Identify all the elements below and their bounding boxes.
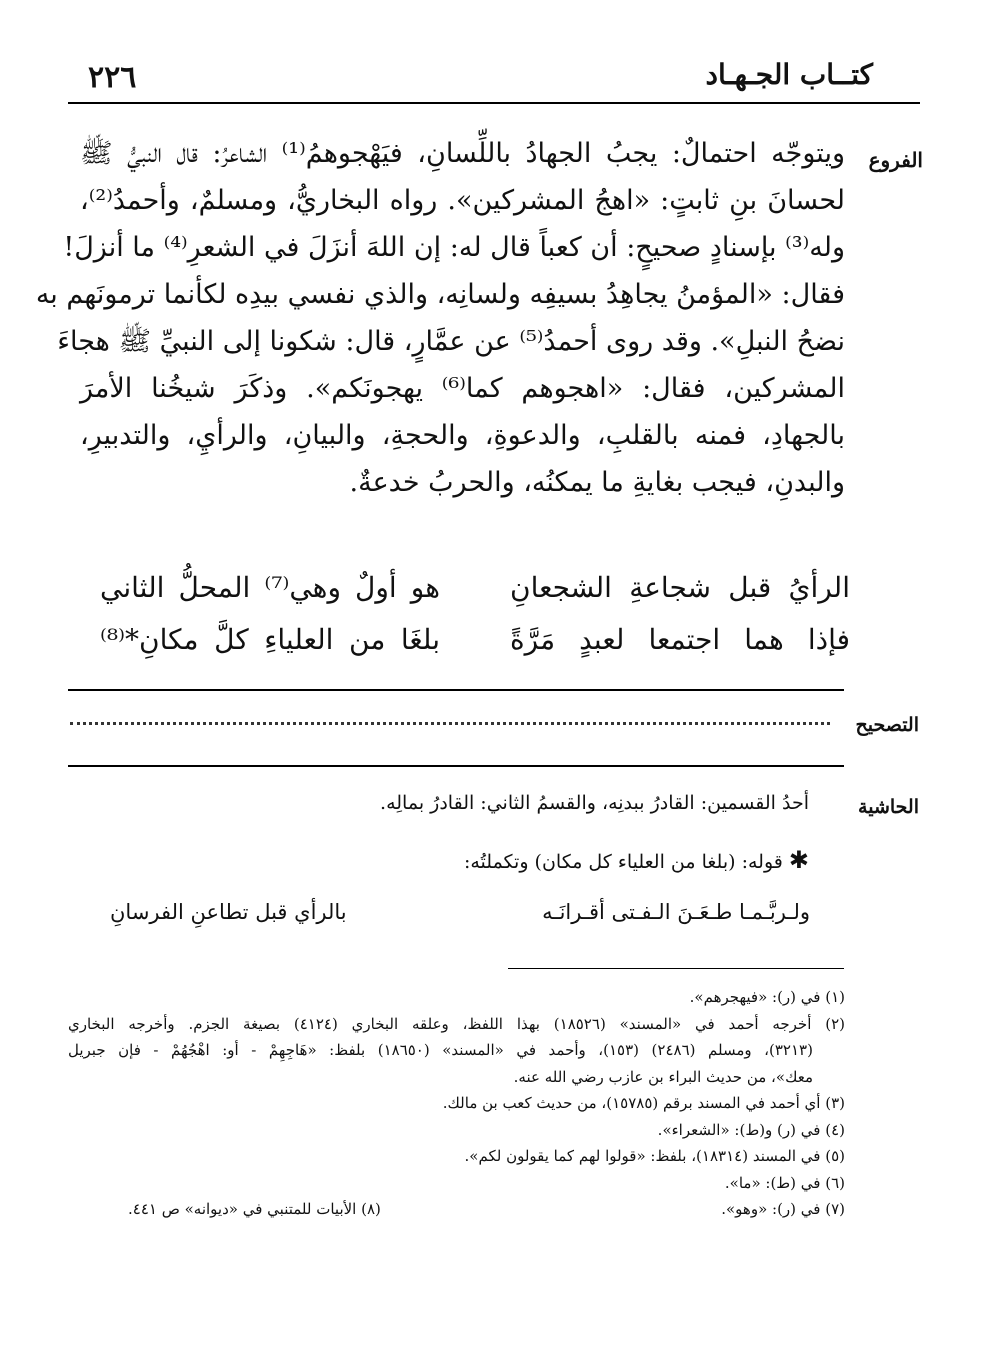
main-text-line: فقال: «المؤمنُ يجاهِدُ بسيفِه ولسانِه، والذي نفسي بيدِه لكأنما ترمونَهم به [35, 279, 845, 310]
section-label-correction: التصحيح [855, 714, 919, 736]
main-text-line: لحسانَ بنِ ثابتٍ: «اهجُ المشركين». رواه البخاريُّ، ومسلمٌ، وأحمدُ⁽²⁾، [80, 185, 845, 216]
footnote: (٢) أخرجه أحمد في «المسند» (١٨٥٢٦) بهذا اللفظ، وعلقه البخاري (٤١٢٤) بصيغة الجزم. وأخرجه البخاري [68, 1014, 845, 1033]
main-text-line: وله⁽³⁾ بإسنادٍ صحيحٍ: أن كعباً قال له: إن اللهَ أنزَلَ في الشعرِ⁽⁴⁾ ما أنزلَ! [63, 232, 845, 263]
footnote: (٦) في (ط): «ما». [724, 1173, 845, 1192]
header-rule [68, 102, 920, 104]
footnote: (٣) أي أحمد في المسند برقم (١٥٧٨٥)، من حديث كعب بن مالك. [442, 1094, 845, 1112]
footnote: (١) في (ر): «فيهجرهم». [689, 988, 845, 1006]
poem-hemistich-first: فإذا هما اجتمعا لعبدٍ مَرَّةً [510, 623, 850, 656]
main-text-line: والبدنِ، فيجب بغايةِ ما يمكنُه، والحربُ خدعةٌ. [349, 467, 845, 498]
hashiya-verse [110, 900, 810, 924]
poem-hemistich-second: هو أولٌ وهي⁽⁷⁾ المحلُّ الثاني [100, 571, 440, 604]
hashiya-hemistich-first: ولـربَّـمـا طـعَـنَ الـفـتى أقـرانَـه [542, 900, 810, 924]
footnote-row [68, 1196, 845, 1223]
footnote-continuation: (٣٢١٣)، ومسلم (٢٤٨٦) (١٥٣)، وأحمد في «المسند» (١٨٦٥٠) بلفظ: «هَاجِهِمْ - أو: اهْجُهُمْ - فإن جبريل [68, 1041, 813, 1059]
hashiya-quote [464, 846, 809, 874]
poem-hemistich-second: بلغَا من العلياءِ كلَّ مكانِ*⁽⁸⁾ [100, 623, 440, 656]
main-text-line: المشركين، فقال: «اهجوهم كما⁽⁶⁾ يهجونَكم». وذكَرَ شيخُنا الأمرَ [80, 373, 845, 404]
running-title: كتــاب الجـهـاد [705, 58, 873, 91]
main-text-line: ويتوجّه احتمالٌ: يجبُ الجهادُ باللِّسانِ، فيَهْجوهمُ⁽¹⁾ الشاعرُ: قال النبيُّ ﷺ [80, 138, 846, 169]
main-text-line: نضحُ النبلِ». وقد روى أحمدُ⁽⁵⁾ عن عمَّارٍ، قال: شكونا إلى النبيِّ ﷺ هجاءَ [57, 326, 845, 357]
hashiya-hemistich-second: بالرأي قبل تطاعنِ الفرسانِ [110, 900, 347, 924]
footnote: (٧) في (ر): «وهو». [721, 1200, 845, 1218]
poem-hemistich-first: الرأيُ قبل شجاعةِ الشجعانِ [510, 571, 850, 604]
footnote: (٥) في المسند (١٨٣١٤)، بلفظ: «قولوا لهم كما يقولون لكم». [464, 1147, 845, 1165]
divider-rule [68, 689, 844, 691]
main-text-line: بالجهادِ، فمنه بالقلبِ، والدعوةِ، والحجةِ، والبيانِ، والرأيِ، والتدبيرِ، [80, 420, 845, 451]
hashiya-text: أحدُ القسمين: القادرُ ببدنِه، والقسمُ الثاني: القادرُ بمالِه. [380, 792, 809, 814]
footnotes [68, 984, 845, 1223]
poem-verse [100, 562, 850, 614]
poem [100, 562, 850, 666]
page-number: ٢٢٦ [88, 60, 137, 95]
asterisk-icon: ✱ [788, 846, 809, 874]
footnote: (٤) في (ر) و(ط): «الشعراء». [657, 1120, 845, 1139]
section-label-furu: الفروع [868, 148, 923, 172]
section-label-hashiya: الحاشية [858, 796, 919, 818]
main-text-block [35, 130, 846, 506]
divider-rule [68, 765, 844, 767]
footnote: (٨) الأبيات للمتنبي في «ديوانه» ص ٤٤١. [128, 1200, 381, 1218]
hashiya-quote-text: قوله: (بلغا من العلياء كل مكان) وتكملتُه: [463, 851, 783, 873]
footnote-continuation: معك»، من حديث البراء بن عازب رضي الله عنه. [513, 1067, 813, 1086]
footnote-rule [508, 968, 844, 969]
poem-verse [100, 614, 850, 666]
correction-dotted-line [70, 722, 830, 725]
